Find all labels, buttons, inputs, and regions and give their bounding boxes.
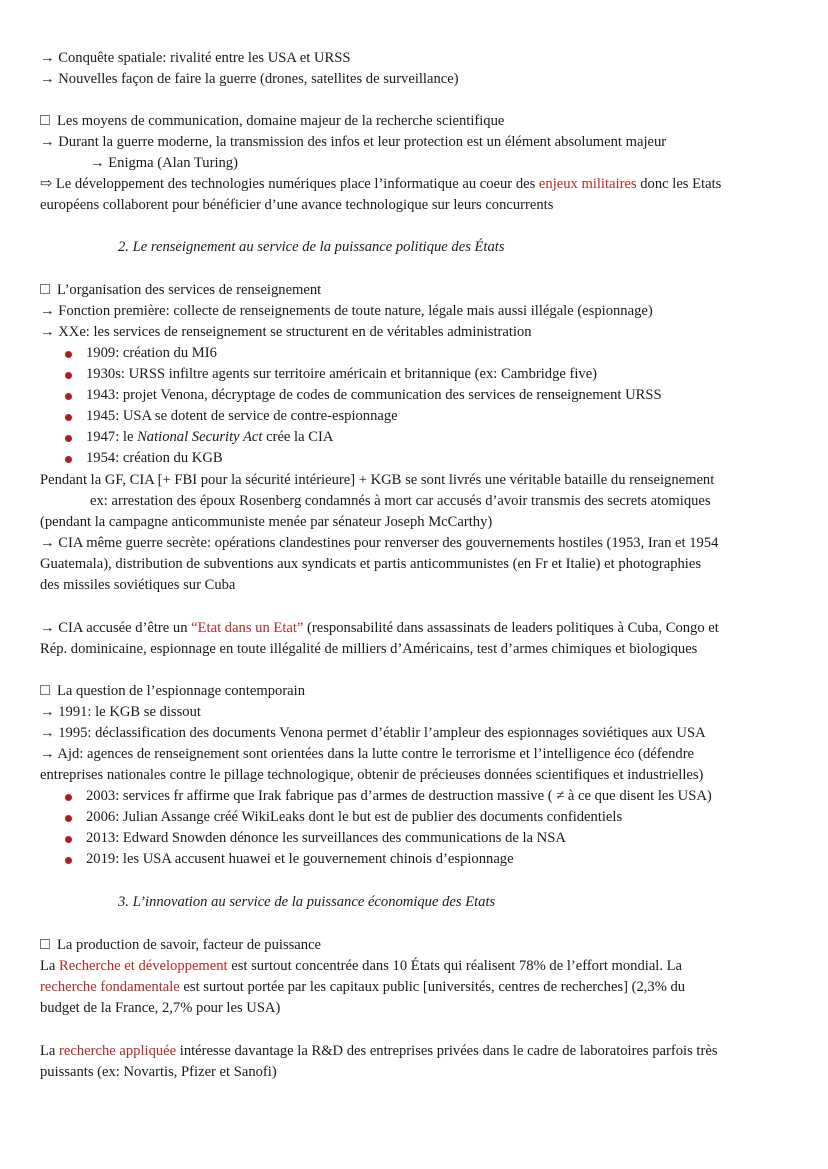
bullet-icon (65, 815, 72, 822)
text-line (40, 174, 721, 195)
bullet-icon (65, 857, 72, 864)
text-line: → XXe: les services de renseignement se structurent en de véritables administration (40, 324, 532, 340)
text-span: est surtout portée par les capitaux public [universités, centres de recherches] (2,3% du (179, 979, 686, 995)
bullet-icon (65, 456, 72, 463)
subsection-heading (40, 111, 504, 132)
list-item: 2003: services fr affirme que Irak fabrique pas d’armes de destruction massive ( ≠ à ce que disent les USA) (86, 788, 712, 804)
heading-text: La production de savoir, facteur de puissance (57, 937, 322, 953)
text-line (40, 618, 719, 639)
heading-text: Les moyens de communication, domaine majeur de la recherche scientifique (57, 113, 505, 129)
text-line: → Ajd: agences de renseignement sont orientées dans la lutte contre le terrorisme et l’intelligence éco (défendre (40, 746, 695, 762)
list-item: 1909: création du MI6 (86, 345, 217, 361)
bullet-icon (65, 794, 72, 801)
text-line (40, 956, 682, 977)
text-line: ex: arrestation des époux Rosenberg condamnés à mort car accusés d’avoir transmis des secrets atomiques (90, 493, 711, 509)
heading-text: La question de l’espionnage contemporain (57, 683, 306, 699)
text-line (40, 1041, 718, 1062)
text-span: est surtout concentrée dans 10 États qui réalisent 78% de l’effort mondial. La (227, 958, 683, 974)
text-span: donc les Etats (636, 176, 722, 192)
text-line: des missiles soviétiques sur Cuba (40, 577, 236, 593)
highlight-text: Recherche et développement (59, 958, 228, 974)
text-line: → Conquête spatiale: rivalité entre les USA et URSS (40, 50, 351, 66)
text-span: La (40, 958, 60, 974)
text-span: 1947: le (86, 429, 138, 445)
text-line: → Nouvelles façon de faire la guerre (drones, satellites de surveillance) (40, 71, 459, 87)
text-line: Rép. dominicaine, espionnage en toute illégalité de milliers d’Américains, test d’armes chimiques et biologiques (40, 641, 698, 657)
bullet-icon (65, 435, 72, 442)
list-item: 2019: les USA accusent huawei et le gouvernement chinois d’espionnage (86, 851, 514, 867)
list-item: 2006: Julian Assange créé WikiLeaks dont le but est de publier des documents confidentiels (86, 809, 623, 825)
bullet-icon (65, 393, 72, 400)
highlight-text: “Etat dans un Etat” (191, 620, 304, 636)
text-line: → Durant la guerre moderne, la transmission des infos et leur protection est un élément absolument majeur (40, 134, 667, 150)
text-span: intéresse davantage la R&D des entreprises privées dans le cadre de laboratoires parfois très (176, 1043, 718, 1059)
list-item: 1943: projet Venona, décryptage de codes de communication des services de renseignement URSS (86, 387, 662, 403)
list-item (86, 427, 333, 448)
checkbox-icon (40, 939, 50, 949)
section-title: 3. L’innovation au service de la puissance économique des Etats (118, 894, 496, 910)
text-line (40, 977, 685, 998)
highlight-text: recherche appliquée (59, 1043, 177, 1059)
checkbox-icon (40, 115, 50, 125)
text-line: Pendant la GF, CIA [+ FBI pour la sécurité intérieure] + KGB se sont livrés une véritable bataille du renseignement (40, 472, 715, 488)
text-line: → Enigma (Alan Turing) (90, 155, 238, 171)
highlight-text: enjeux militaires (538, 176, 637, 192)
text-span: crée la CIA (262, 429, 334, 445)
text-line: → 1991: le KGB se dissout (40, 704, 201, 720)
text-line: → Fonction première: collecte de renseignements de toute nature, légale mais aussi illégale (espionnage) (40, 303, 653, 319)
bullet-icon (65, 372, 72, 379)
subsection-heading (40, 681, 305, 702)
text-line: budget de la France, 2,7% pour les USA) (40, 1000, 281, 1016)
italic-text: National Security Act (137, 429, 263, 445)
text-line: → CIA même guerre secrète: opérations clandestines pour renverser des gouvernements hostiles (1953, Iran et 1954 (40, 535, 719, 551)
highlight-text: recherche fondamentale (40, 979, 180, 995)
text-line: européens collaborent pour bénéficier d’une avance technologique sur leurs concurrents (40, 197, 554, 213)
subsection-heading (40, 935, 321, 956)
bullet-icon (65, 351, 72, 358)
list-item: 1945: USA se dotent de service de contre-espionnage (86, 408, 398, 424)
text-span: → CIA accusée d’être un (40, 620, 192, 636)
text-line: → 1995: déclassification des documents Venona permet d’établir l’ampleur des espionnages soviétiques aux USA (40, 725, 706, 741)
text-line: entreprises nationales contre le pillage technologique, obtenir de précieuses données scientifiques et industrielles) (40, 767, 704, 783)
section-title: 2. Le renseignement au service de la puissance politique des États (118, 239, 505, 255)
text-span: (responsabilité dans assassinats de leaders politiques à Cuba, Congo et (303, 620, 719, 636)
text-line: puissants (ex: Novartis, Pfizer et Sanofi) (40, 1064, 277, 1080)
text-span: La (40, 1043, 60, 1059)
list-item: 1930s: URSS infiltre agents sur territoire américain et britannique (ex: Cambridge five) (86, 366, 598, 382)
checkbox-icon (40, 284, 50, 294)
list-item: 2013: Edward Snowden dénonce les surveillances des communications de la NSA (86, 830, 566, 846)
text-line: Guatemala), distribution de subventions aux syndicats et partis anticommunistes (en Fr et Italie) et photographies (40, 556, 702, 572)
subsection-heading (40, 280, 321, 301)
bullet-icon (65, 414, 72, 421)
bullet-icon (65, 836, 72, 843)
text-line: (pendant la campagne anticommuniste menée par sénateur Joseph McCarthy) (40, 514, 493, 530)
text-span: ⇨ Le développement des technologies numériques place l’informatique au coeur des (40, 176, 539, 192)
checkbox-icon (40, 685, 50, 695)
list-item: 1954: création du KGB (86, 450, 223, 466)
heading-text: L’organisation des services de renseignement (57, 282, 322, 298)
